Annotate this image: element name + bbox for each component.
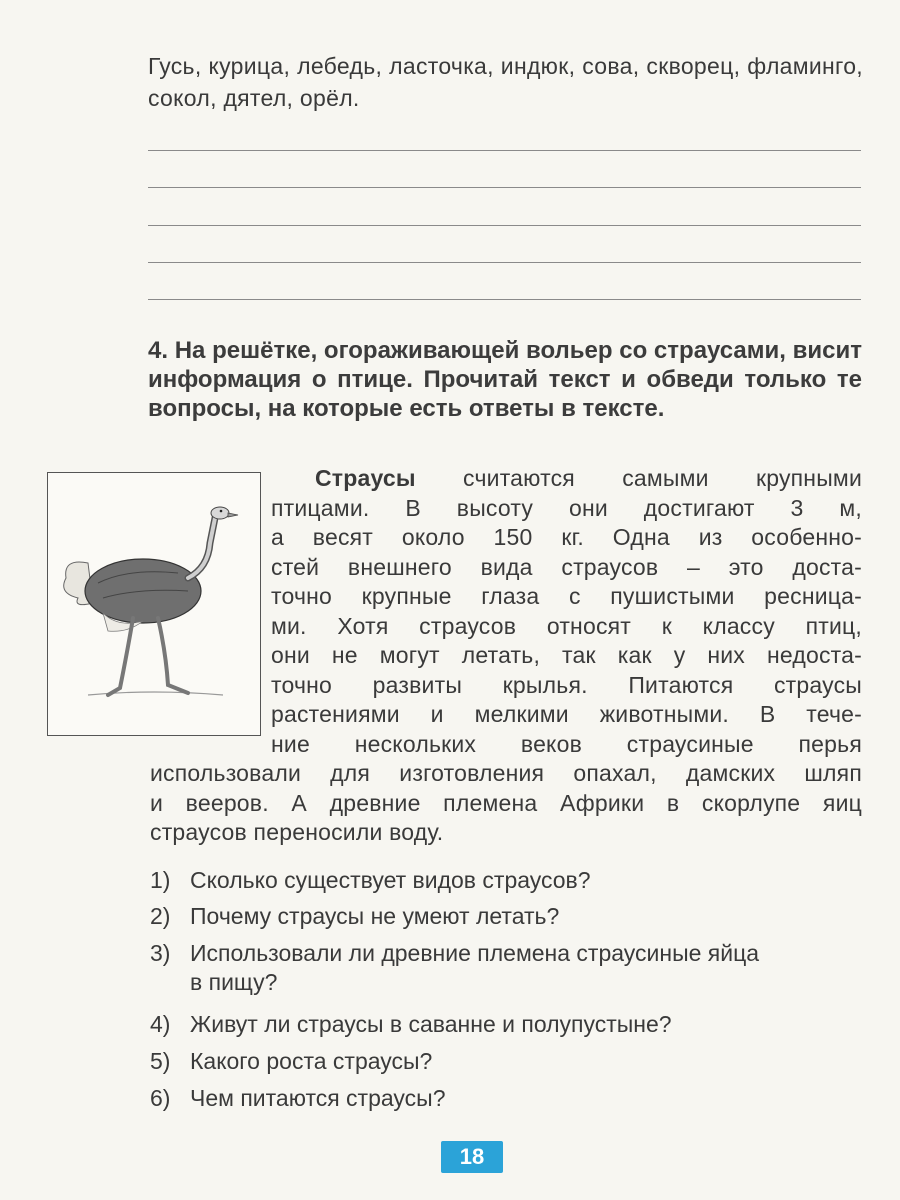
answer-line[interactable] — [148, 150, 861, 151]
question-item[interactable]: 3) Использовали ли древние племена страусиные яйца — [150, 940, 760, 966]
passage-line: Страусы считаются самыми крупными — [315, 465, 862, 491]
question-item[interactable]: 5) Какого роста страусы? — [150, 1048, 433, 1074]
passage-lead-word: Страусы — [315, 465, 416, 491]
answer-line[interactable] — [148, 262, 861, 263]
ostrich-figure — [47, 472, 261, 736]
answer-line[interactable] — [148, 299, 861, 300]
question-item[interactable]: 1) Сколько существует видов страусов? — [150, 867, 591, 893]
birds-list: Гусь, курица, лебедь, ласточка, индюк, сова, скворец, фламинго, сокол, дятел, орёл. — [148, 53, 863, 111]
question-item-continued: в пищу? — [190, 969, 278, 995]
passage-line: использовали для изготовления опахал, дамских шляп — [150, 760, 862, 786]
ostrich-illustration-icon — [48, 473, 260, 735]
question-item[interactable]: 4) Живут ли страусы в саванне и полупустыне? — [150, 1011, 672, 1037]
passage-line: ми. Хотя страусов относят к классу птиц, — [271, 612, 862, 639]
task-number: 4. — [148, 337, 169, 364]
task-instruction: На решётке, огораживающей вольер со страусами, висит информация о птице. Прочитай текст и обведи только те вопросы, на которые есть ответы в тексте. — [148, 337, 863, 422]
page-number-badge: 18 — [441, 1141, 503, 1173]
passage-line: птицами. В высоту они достигают 3 м, — [271, 494, 862, 521]
passage-line: они не могут летать, так как у них недоста- — [271, 642, 862, 668]
passage-line: точно крупные глаза с пушистыми ресница- — [271, 583, 862, 609]
question-item[interactable]: 6) Чем питаются страусы? — [150, 1085, 446, 1111]
passage-line: страусов переносили воду. — [150, 819, 444, 845]
answer-line[interactable] — [148, 225, 861, 226]
question-item[interactable]: 2) Почему страусы не умеют летать? — [150, 903, 560, 929]
answer-line[interactable] — [148, 187, 861, 188]
passage-line: растениями и мелкими животными. В тече- — [271, 701, 862, 727]
passage-line: и вееров. А древние племена Африки в скорлупе яиц — [150, 789, 862, 816]
passage-line: ние нескольких веков страусиные перья — [271, 730, 862, 757]
passage-line: точно развиты крылья. Питаются страусы — [271, 671, 862, 698]
passage-line: стей внешнего вида страусов – это доста- — [271, 553, 862, 580]
task-4 — [148, 336, 862, 423]
passage-line: а весят около 150 кг. Одна из особенно- — [271, 524, 862, 550]
